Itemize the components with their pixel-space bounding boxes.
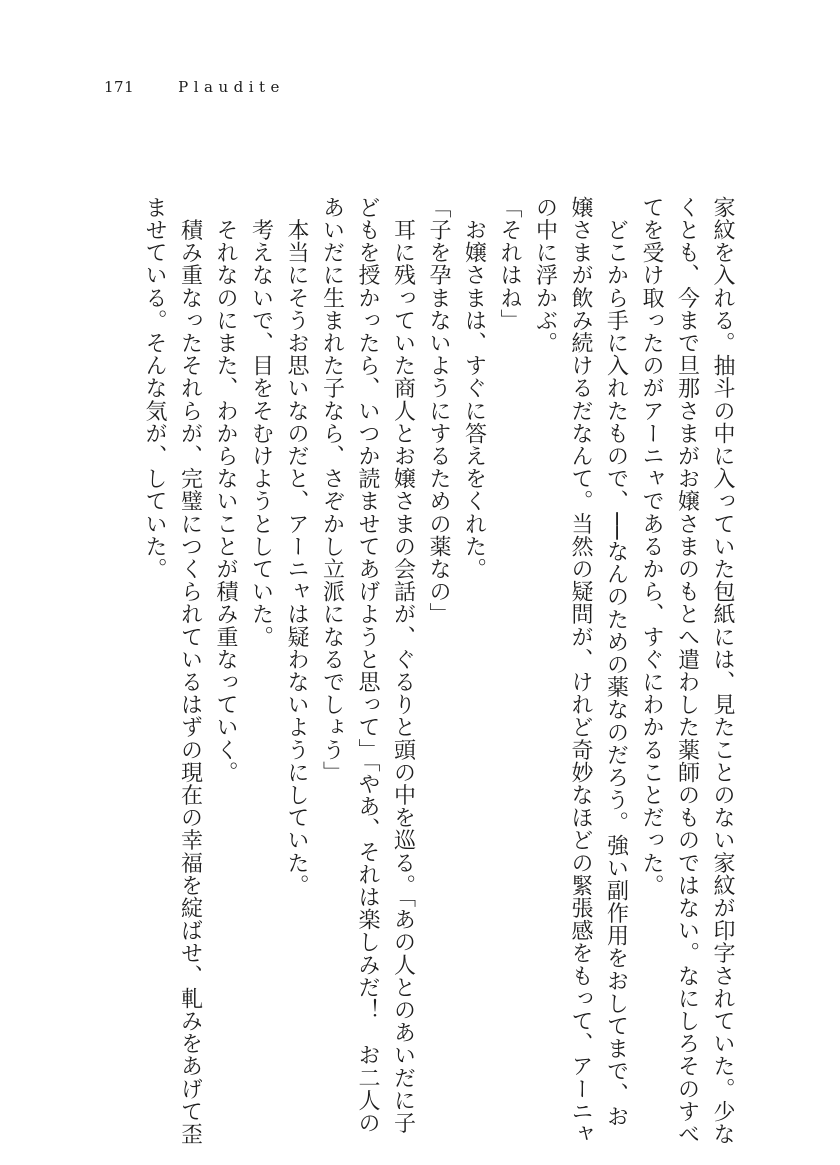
page-number: 171: [104, 78, 135, 96]
text-line: どもを授かったら、いつか読ませてあげようと思って」「やあ、それは楽しみだ！ お二人の: [355, 196, 380, 1135]
text-line: あいだに生まれた子なら、さぞかし立派になるでしょう」: [319, 196, 345, 784]
text-line: 「子を孕まないようにするための薬なの」: [426, 196, 451, 626]
text-line: ませている。そんな気が、していた。: [142, 196, 167, 581]
running-head: [104, 76, 285, 98]
text-line: 耳に残っていた商人とお嬢さまの会話が、ぐるりと頭の中を巡る。「あの人とのあいだに子: [390, 196, 416, 1135]
text-line: てを受け取ったのがアーニャであるから、すぐにわかることだった。: [639, 196, 664, 897]
book-title: Plaudite: [178, 78, 285, 96]
text-line: 積み重なったそれらが、完璧につくられているはずの現在の幸福を綻ばせ、軋みをあげて歪: [177, 196, 203, 1146]
text-line: 「それはね」: [497, 196, 522, 332]
text-line: 考えないで、目をそむけようとしていた。: [248, 196, 274, 648]
text-line: の中に浮かぶ。: [532, 196, 558, 355]
body-text: [100, 196, 740, 1146]
text-line: どこから手に入れたもので、──なんのための薬なのだろう。強い副作用をおしてまで、お: [603, 196, 629, 1128]
text-line: くとも、今まで旦那さまがお嬢さまのもとへ遣わした薬師のものではない。なにしろそのすべ: [674, 196, 700, 1146]
text-line: 本当にそうお思いなのだと、アーニャは疑わないようにしていた。: [284, 196, 309, 897]
text-line: それなのにまた、わからないことが積み重なっていく。: [213, 196, 238, 784]
text-line: 嬢さまが飲み続けるだなんて。当然の疑問が、けれど奇妙なほどの緊張感をもって、アーニャ: [568, 196, 593, 1146]
text-line: お嬢さまは、すぐに答えをくれた。: [461, 196, 487, 581]
text-line: 家紋を入れる。抽斗の中に入っていた包紙には、見たことのない家紋が印字されていた。少な: [710, 196, 735, 1146]
